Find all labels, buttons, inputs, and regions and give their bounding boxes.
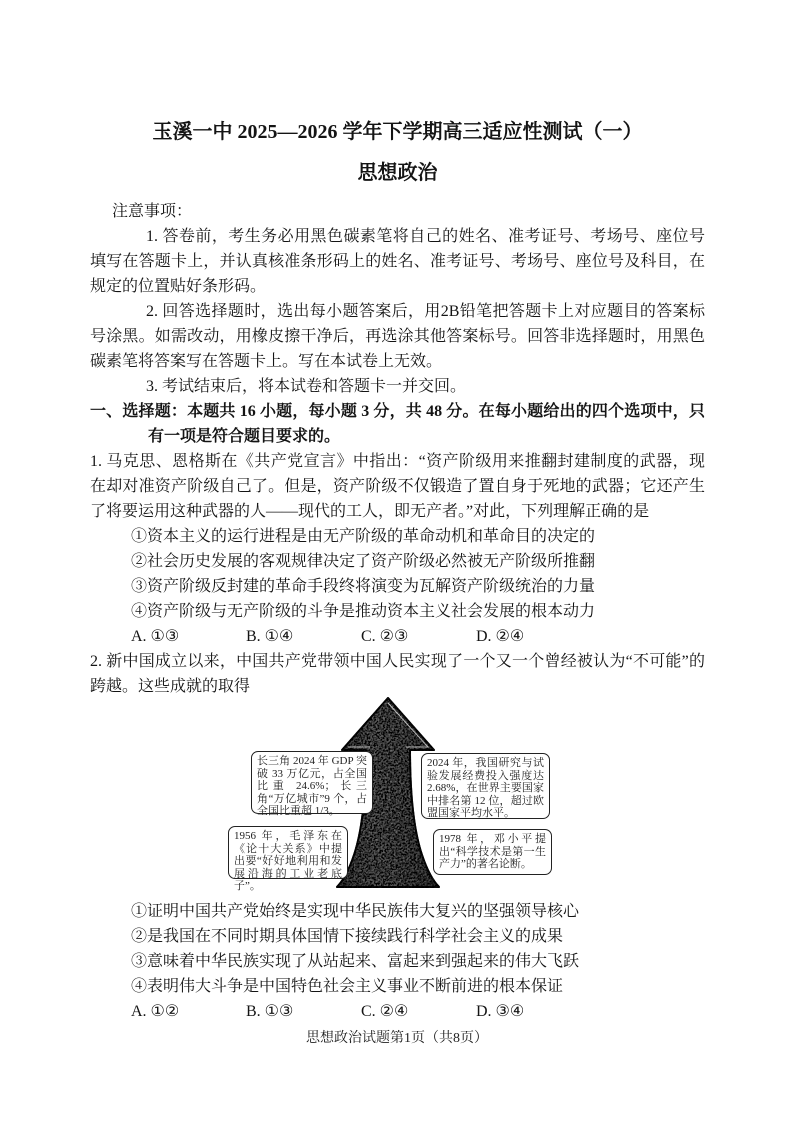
choice-a: A. ①② (131, 1003, 180, 1020)
notice-item-2: 2. 回答选择题时，选出每小题答案后，用2B铅笔把答题卡上对应题目的答案标号涂黑。如需改动，用橡皮擦干净后，再选涂其他答案标号。回答非选择题时，用黑色碳素笔将答案写在答题卡上。写在本试卷上无效。 (90, 303, 705, 370)
diagram-box-top-right: 2024 年，我国研究与试验发展经费投入强度达 2.68%，在世界主要国家中排名第 12 位，超过欧盟国家平均水平。 (421, 753, 550, 819)
page-footer: 思想政治试题第1页（共8页） (306, 1031, 488, 1046)
question-2-statement-2: ②是我国在不同时期具体国情下接续践行科学社会主义的成果 (131, 928, 564, 945)
question-2-statement-3: ③意味着中华民族实现了从站起来、富起来到强起来的伟大飞跃 (131, 953, 580, 970)
question-2-stem: 2. 新中国成立以来，中国共产党带领中国人民实现了一个又一个曾经被认为“不可能”的跨越。这些成就的取得 (90, 653, 705, 695)
question-2-statements (90, 899, 705, 999)
choice-d: D. ③④ (476, 1003, 525, 1020)
choice-a: A. ①③ (131, 628, 180, 645)
diagram-box-top-left: 长三角 2024 年 GDP 突破 33 万亿元，占全国比重 24.6%；长三角“万亿城市”9 个，占全国比重超 1/3。 (251, 751, 373, 814)
question-1 (90, 449, 705, 649)
page-subtitle: 思想政治 (357, 162, 438, 184)
page-title: 玉溪一中 2025—2026 学年下学期高三适应性测试（一） (152, 121, 643, 143)
question-1-statement-2: ②社会历史发展的客观规律决定了资产阶级必然被无产阶级所推翻 (131, 553, 596, 570)
notice-item-3: 3. 考试结束后，将本试卷和答题卡一并交回。 (146, 378, 467, 395)
question-1-stem: 1. 马克思、恩格斯在《共产党宣言》中指出：“资产阶级用来推翻封建制度的武器，现在却对准资产阶级自己了。但是，资产阶级不仅锻造了置自身于死地的武器；它还产生了将要运用这种武器的人——现代的工人，即无产者。”对此，下列理解正确的是 (90, 453, 705, 520)
page-content (90, 0, 705, 1024)
diagram-box-bottom-left: 1956 年，毛泽东在《论十大关系》中提出要“好好地利用和发展沿海的工业老底子”。 (228, 826, 348, 879)
section-one-heading: 一、选择题：本题共 16 小题，每小题 3 分，共 48 分。在每小题给出的四个选项中，只有一项是符合题目要求的。 (90, 403, 705, 445)
question-2-choices (90, 999, 705, 1024)
notice-heading: 注意事项： (112, 203, 193, 220)
question-2 (90, 649, 705, 1024)
question-2-diagram (90, 699, 705, 891)
choice-b: B. ①③ (246, 1003, 294, 1020)
choice-c: C. ②③ (361, 628, 409, 645)
diagram-box-bottom-right: 1978 年，邓小平提出“科学技术是第一生产力”的著名论断。 (433, 829, 552, 875)
question-2-statement-1: ①证明中国共产党始终是实现中华民族伟大复兴的坚强领导核心 (131, 903, 580, 920)
question-1-statement-3: ③资产阶级反封建的革命手段终将演变为瓦解资产阶级统治的力量 (131, 578, 596, 595)
choice-d: D. ②④ (476, 628, 525, 645)
question-1-choices (90, 624, 705, 649)
question-2-statement-4: ④表明伟大斗争是中国特色社会主义事业不断前进的根本保证 (131, 978, 564, 995)
choice-c: C. ②④ (361, 1003, 409, 1020)
choice-b: B. ①④ (246, 628, 294, 645)
question-1-statement-1: ①资本主义的运行进程是由无产阶级的革命动机和革命目的决定的 (131, 528, 596, 545)
notice-item-1: 1. 答卷前，考生务必用黑色碳素笔将自己的姓名、准考证号、考场号、座位号填写在答题卡上，并认真核准条形码上的姓名、准考证号、考场号、座位号及科目，在规定的位置贴好条形码。 (90, 228, 705, 295)
question-1-statement-4: ④资产阶级与无产阶级的斗争是推动资本主义社会发展的根本动力 (131, 603, 596, 620)
